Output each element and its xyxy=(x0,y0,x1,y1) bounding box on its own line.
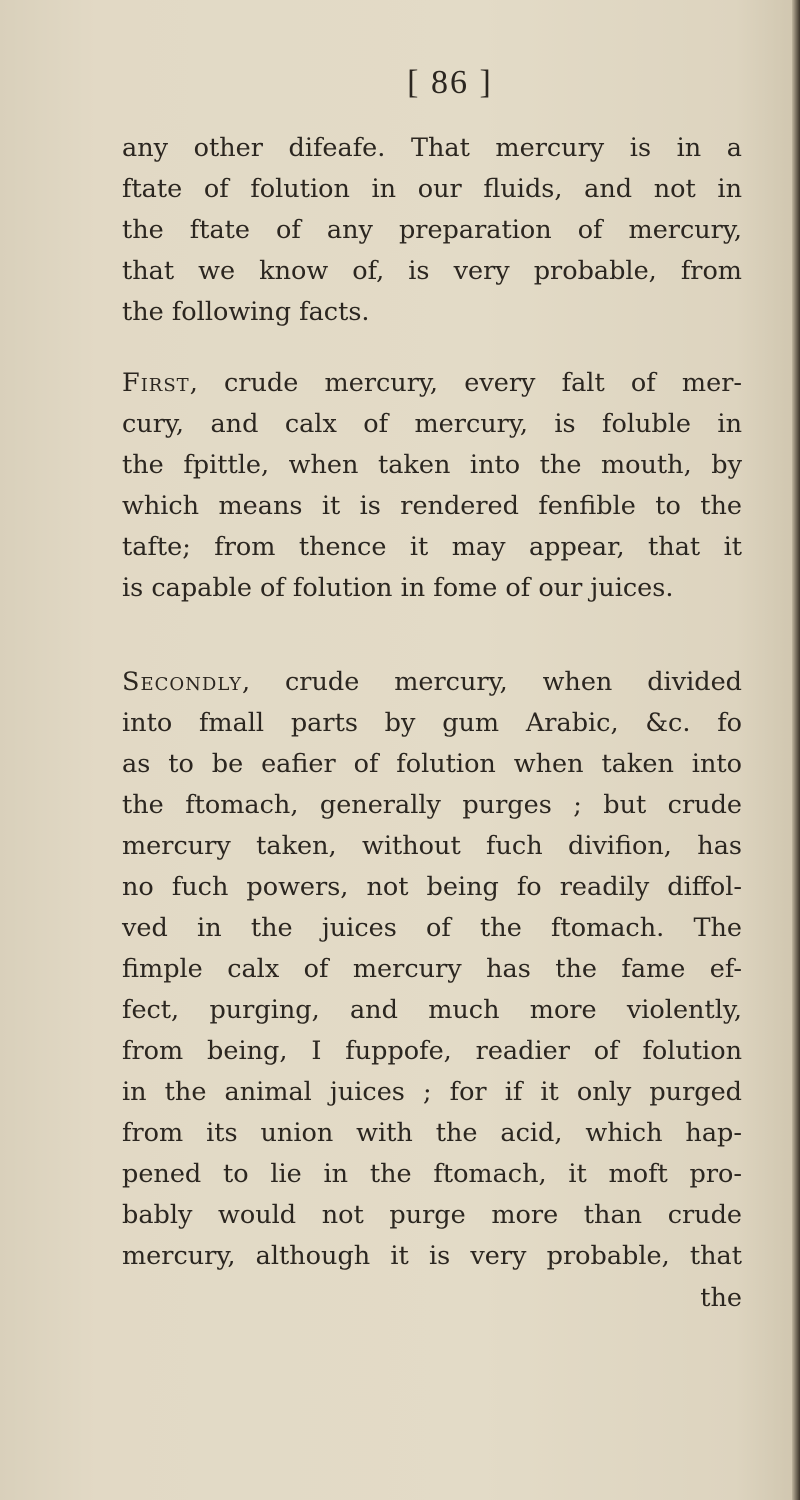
small-caps-word: Secondly xyxy=(122,667,243,697)
text-line: ved in the juices of the ftomach. The xyxy=(122,913,742,943)
paragraph-first-line: First, crude mercury, every falt of mer- xyxy=(122,368,742,398)
text-line: no fuch powers, not being fo readily diffol- xyxy=(122,872,742,902)
text-line: mercury, although it is very probable, that xyxy=(122,1241,742,1271)
text-line: fect, purging, and much more violently, xyxy=(122,995,742,1025)
small-caps-word: First xyxy=(122,368,190,398)
text-line: ftate of folution in our fluids, and not in xyxy=(122,174,742,204)
text-line: that we know of, is very probable, from xyxy=(122,256,742,286)
text-line: into fmall parts by gum Arabic, &c. fo xyxy=(122,708,742,738)
text-line: cury, and calx of mercury, is foluble in xyxy=(122,409,742,439)
page-edge-shadow xyxy=(792,0,800,1500)
catchword: the xyxy=(700,1283,742,1313)
text-line: is capable of folution in fome of our juices. xyxy=(122,573,674,603)
text-line: in the animal juices ; for if it only purged xyxy=(122,1077,742,1107)
text-line: tafte; from thence it may appear, that it xyxy=(122,532,742,562)
text-line: from its union with the acid, which hap- xyxy=(122,1118,742,1148)
text-line: the following facts. xyxy=(122,297,370,327)
paragraph-first-line: Secondly, crude mercury, when divided xyxy=(122,667,742,697)
text-line: pened to lie in the ftomach, it moft pro- xyxy=(122,1159,742,1189)
text-line: the fpittle, when taken into the mouth, by xyxy=(122,450,742,480)
text-line: the ftate of any preparation of mercury, xyxy=(122,215,742,245)
text-line: the ftomach, generally purges ; but crude xyxy=(122,790,742,820)
text-line: mercury taken, without fuch divifion, has xyxy=(122,831,742,861)
text-line: as to be eafier of folution when taken into xyxy=(122,749,742,779)
text-line: from being, I fuppofe, readier of folution xyxy=(122,1036,742,1066)
text-line: which means it is rendered fenfible to the xyxy=(122,491,742,521)
text-line: any other difeafe. That mercury is in a xyxy=(122,133,742,163)
text-line: bably would not purge more than crude xyxy=(122,1200,742,1230)
page-number: [ 86 ] xyxy=(407,64,493,101)
text-line: fimple calx of mercury has the fame ef- xyxy=(122,954,742,984)
